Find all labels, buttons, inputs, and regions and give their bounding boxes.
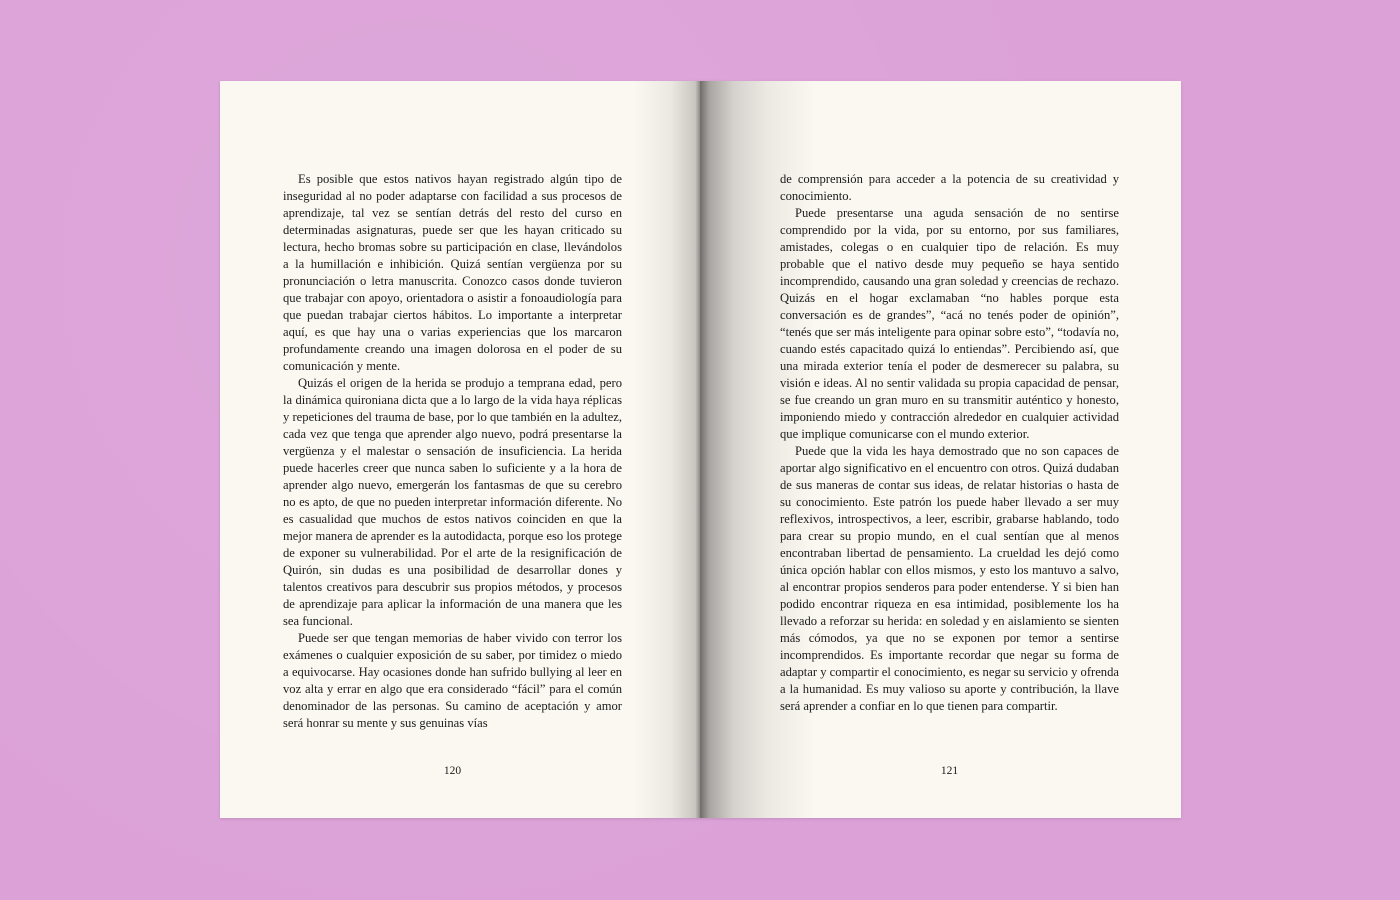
- paragraph: Es posible que estos nativos hayan registrado algún tipo de inseguridad al no poder adaptarse con facilidad a sus procesos de aprendizaje, tal vez se sentían detrás del resto del curso en determinadas asignaturas, puede ser que les hayan criticado su lectura, hecho bromas sobre su participación en clase, llevándolos a la humillación e inhibición. Quizá sentían vergüenza por su pronunciación o letra manuscrita. Conozco casos donde tuvieron que trabajar con apoyo, orientadora o asistir a fonoaudiología para que puedan trabajar ciertos hábitos. Lo importante a interpretar aquí, es que hay una o varias experiencias que los marcaron profundamente creando una imagen dolorosa en el poder de su comunicación y mente.: [283, 172, 622, 373]
- right-page-text: [780, 171, 1119, 715]
- paragraph: Quizás el origen de la herida se produjo a temprana edad, pero la dinámica quironiana dicta que a lo largo de la vida haya réplicas y repeticiones del trauma de base, por lo que también en la adultez, cada vez que tenga que aprender algo nuevo, podrá presentarse la vergüenza y el malestar o sensación de insuficiencia. La herida puede hacerles creer que nunca saben lo suficiente y a la hora de aprender algo nuevo, emergerán los fantasmas de que su cerebro no es apto, de que no pueden interpretar información diferente. No es casualidad que muchos de estos nativos coinciden en que la mejor manera de aprender es la autodidacta, porque eso los protege de exponer su vulnerabilidad. Por el arte de la resignificación de Quirón, sin dudas es una posibilidad de desarrollar dones y talentos creativos para descubrir sus propios métodos, y procesos de aprendizaje para aplicar la información de una manera que les sea funcional.: [283, 376, 622, 628]
- paragraph: Puede presentarse una aguda sensación de no sentirse comprendido por la vida, por su entorno, por sus familiares, amistades, colegas o en cualquier tipo de relación. Es muy probable que el nativo desde muy pequeño se haya sentido incomprendido, causando una gran soledad y creencias de rechazo. Quizás en el hogar exclamaban “no hables porque esta conversación es de grandes”, “acá no tenés poder de opinión”, “tenés que ser más inteligente para opinar sobre esto”, “todavía no, cuando estés capacitado quizá lo entiendas”. Percibiendo así, que una mirada exterior tenía el poder de desmerecer su palabra, su visión e ideas. Al no sentir validada su propia capacidad de pensar, se fue creando un gran muro en su transmitir auténtico y honesto, imponiendo miedo y contracción alrededor en cualquier actividad que implique comunicarse con el mundo exterior.: [780, 206, 1119, 441]
- page-number: 121: [940, 765, 959, 777]
- page-number: 120: [443, 765, 462, 777]
- paragraph: Puede ser que tengan memorias de haber vivido con terror los exámenes o cualquier exposición de su saber, por timidez o miedo a equivocarse. Hay ocasiones donde han sufrido bullying al leer en voz alta y errar en algo que era considerado “fácil” para el común denominador de las personas. Su camino de aceptación y amor será honrar su mente y sus genuinas vías: [283, 631, 622, 730]
- paragraph-continuation: de comprensión para acceder a la potencia de su creatividad y conocimiento.: [780, 172, 1119, 203]
- right-page: [700, 81, 1181, 818]
- open-book-spread: [220, 81, 1181, 818]
- left-page-text: [283, 171, 622, 732]
- paragraph: Puede que la vida les haya demostrado que no son capaces de aportar algo significativo en el encuentro con otros. Quizá dudaban de sus maneras de contar sus ideas, de relatar historias o hasta de su conocimiento. Este patrón los puede haber llevado a ser muy reflexivos, introspectivos, a leer, escribir, grabarse hablando, todo para crear su propio mundo, en el cual sentían que al menos encontraban libertad de pensamiento. La crueldad les dejó como única opción hablar con ellos mismos, y esto los mantuvo a salvo, al encontrar propios senderos para poder entenderse. Y si bien han podido encontrar riqueza en esa intimidad, posiblemente los ha llevado a reforzar su herida: en soledad y en aislamiento se sienten más cómodos, ya que no se exponen por temor a sentirse incomprendidos. Es importante recordar que negar su forma de adaptar y compartir el conocimiento, es negar su servicio y ofrenda a la humanidad. Es muy valioso su aporte y contribución, la llave será aprender a confiar en lo que tienen para compartir.: [780, 444, 1119, 713]
- left-page: [220, 81, 700, 818]
